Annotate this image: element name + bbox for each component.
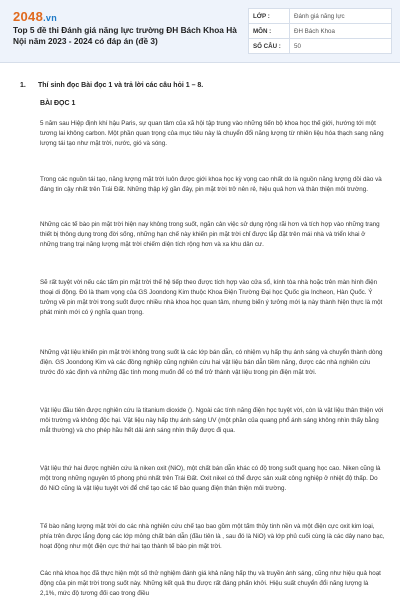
passage-paragraph: Vật liệu đầu tiên được nghiên cứu là titanium dioxide (). Ngoài các tính năng điện học tuyệt vời, còn là vật liệu thân thiện với môi trường và không độc hại. Vật liệu này hấp thụ ánh sáng UV (một phần của quang phổ ánh sáng không nhìn thấy bằng mắt thường) và cho phép hầu hết dải ánh sáng nhìn thấy được đi qua. [40, 407, 384, 434]
logo-suffix: .vn [43, 13, 58, 23]
passage-paragraph: Vật liệu thứ hai được nghiên cứu là niken oxit (NiO), một chất bán dẫn khác có độ trong suốt quang học cao. Niken cũng là một trong những nguyên tố phong phú nhất trên Trái Đất. Oxit nikel có thể được sản xuất công nghiệp ở nhiệt độ thấp. Do đó NiO cũng là vật liệu tuyệt vời để chế tạo các tế bào quang điện thân thiện môi trường. [40, 465, 381, 492]
passage-title: BÀI ĐỌC 1 [40, 100, 76, 107]
meta-label: MÔN : [249, 24, 290, 38]
meta-value: Đánh giá năng lực [294, 12, 345, 20]
meta-label: LỚP : [249, 9, 290, 23]
passage-paragraph: Những các tế bào pin mặt trời hiện nay không trong suốt, ngăn cản việc sử dụng rộng rãi hơn và tích hợp vào những trang thiết bị thông dụng trong đời sống, những hạn chế này khiến pin mặt trời chỉ được lắp đặt trên mái nhà và triển khai ở những trang trại năng lượng mặt trời chiếm diện tích rộng hơn và xa khu dân cư. [40, 221, 380, 248]
passage-paragraph: Sẽ rất tuyệt vời nếu các tấm pin mặt trời thế hệ tiếp theo được tích hợp vào cửa sổ, kính tòa nhà hoặc trên màn hình điện thoại di động. Đó là tham vọng của GS Joondong Kim thuộc Khoa Điện Trường Đại học Quốc gia Incheon, Hàn Quốc. Ý tưởng về pin mặt trời trong suốt được nhiều nhà khoa học quan tâm, nhưng biến ý tưởng mới lạ này thành hiện thực là một phát minh mới có ý nghĩa quan trọng. [40, 279, 383, 316]
question-text: Thí sinh đọc Bài đọc 1 và trả lời các câu hỏi 1 – 8. [38, 82, 204, 89]
page-header [0, 0, 400, 63]
meta-value: 50 [294, 42, 301, 50]
passage-paragraph: Các nhà khoa học đã thực hiện một số thử nghiệm đánh giá khả năng hấp thụ và truyền ánh sáng, cũng như hiệu quả hoạt động của pin mặt trời trong suốt này. Những kết quả thu được rất đáng phấn khởi. Hiệu suất chuyển đổi năng lượng là 2,1%, mức độ tương đối cao trong điều [40, 570, 381, 597]
meta-row-class [249, 9, 391, 24]
logo-main: 2048 [13, 9, 44, 24]
passage-paragraph: Trong các nguồn tái tạo, năng lượng mặt trời luôn được giới khoa học kỳ vọng cao nhất do là nguồn năng lượng dồi dào và đáng tin cậy nhất trên Trái Đất. Những thập kỷ gần đây, pin mặt trời trở nên rẻ, hiệu quả hơn và thân thiện môi trường. [40, 176, 382, 193]
question-number: 1. [20, 82, 26, 89]
meta-value: ĐH Bách Khoa [294, 27, 335, 35]
site-logo[interactable] [13, 9, 57, 24]
passage-paragraph: 5 năm sau Hiệp định khí hậu Paris, sự quan tâm của xã hội tập trung vào những tiến bộ khoa học thế giới, hướng tới một tương lai không carbon. Một phần quan trọng của mục tiêu này là chuyển đổi năng lượng từ nhiên liệu hóa thạch sang năng lượng tái tạo như mặt trời, nước, gió và sóng. [40, 120, 384, 147]
meta-row-subject [249, 24, 391, 39]
page-title: Top 5 đề thi Đánh giá năng lực trường ĐH Bách Khoa Hà Nội năm 2023 - 2024 có đáp án (đề 3) [13, 25, 237, 46]
passage-paragraph: Tế bào năng lượng mặt trời do các nhà nghiên cứu chế tạo bao gồm một tấm thủy tinh nền và một điện cực oxit kim loại, phía trên được lắng đọng các lớp mỏng chất bán dẫn (đầu tiên là , sau đó là NiO) và lớp phủ cuối cùng là các dây nano bạc, hoạt động như một điện cực thứ hai tạo thành tế bào pin mặt trời. [40, 523, 385, 550]
passage-paragraph: Những vật liệu khiến pin mặt trời không trong suốt là các lớp bán dẫn, có nhiệm vụ hấp thụ ánh sáng và chuyển thành dòng điện. GS Joondong Kim và các đồng nghiệp cũng nghiên cứu hai vật liệu bán dẫn tiềm năng, được các nhà nghiên cứu trước đó xác định và những đặc tính mong muốn để có thể trở thành vật liệu trong pin điện mặt trời. [40, 349, 383, 376]
meta-table [248, 8, 392, 54]
meta-label: SỐ CÂU : [249, 39, 290, 53]
question-line [20, 82, 203, 89]
meta-row-count [249, 39, 391, 53]
